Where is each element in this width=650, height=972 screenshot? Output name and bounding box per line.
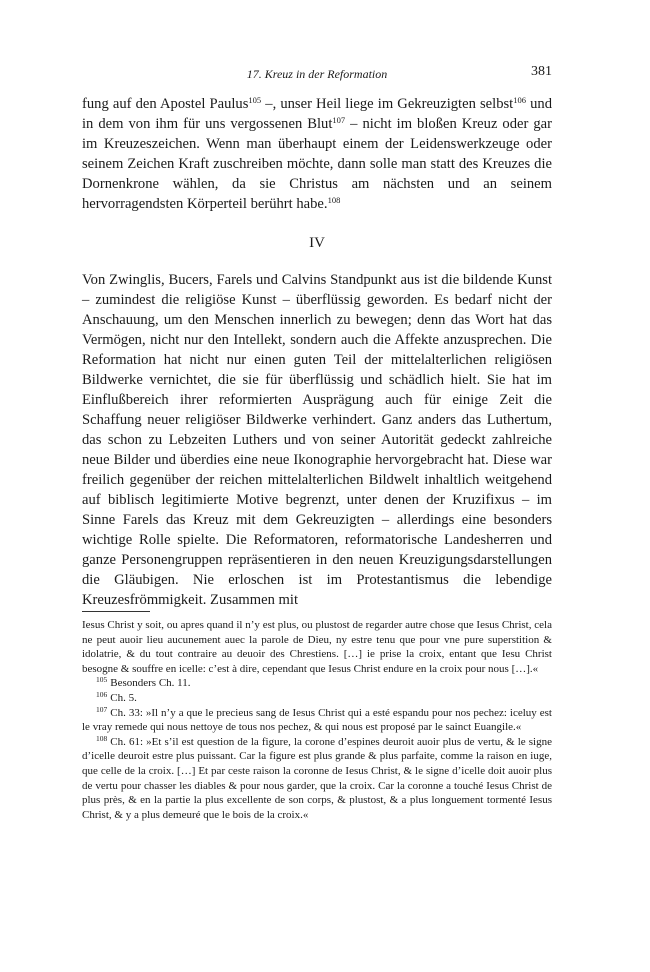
footnote-105 — [82, 676, 552, 691]
footnote-107 — [82, 706, 552, 735]
footnotes — [82, 618, 552, 822]
body-paragraph-2 — [82, 270, 552, 610]
footnote-number: 105 — [96, 675, 108, 685]
text-run: fung auf den Apostel Paulus — [82, 96, 249, 112]
footnote-number: 108 — [96, 733, 108, 743]
footnote-text: Besonders Ch. 11. — [110, 677, 191, 690]
footnote-ref[interactable]: 106 — [513, 95, 526, 105]
footnote-divider — [82, 611, 150, 612]
footnote-text: Ch. 61: »Et s’il est question de la figure, la corone d’espines deuroit auoir plus de vertu, & le signe d’icelle deuroit estre plus puissant. Car la figure est plus grande & plus parfaite, comme la raison en iuge, que celle de la croix. […] Et par ceste raison la coronne de Iesus Christ, & le signe d’icelle doit auoir plus de vertu pour chasser les diables & pour nous garder, que la croix. Car la coronne a touché Iesus Christ de plus près, & en la partie la plus excellente de son corps, & plustost, & a plus longuement tormenté Iesus Christ, & y a plus demeuré que le bois de la croix.« — [82, 735, 552, 821]
footnote-ref[interactable]: 108 — [327, 195, 341, 205]
footnote-continuation: Iesus Christ y soit, ou apres quand il n’y est plus, ou plustost de regarder autre chose que Iesus Christ, cela ne peut auoir lieu aucunement auec la parole de Dieu, ny estre tenu que pour vne pure superstition & idolatrie, & du tout contraire au deuoir des Chrestiens. […] ie prise la croix, entant que Iesu Christ besogne & souffre en icelle: c’est à dire, cependant que Iesus Christ endure en la croix pour nous […].« — [82, 619, 552, 675]
text-run: – nicht im bloßen Kreuz oder gar im Kreuzeszeichen. Wenn man überhaupt einem der Leidenswerkzeuge oder seinem Zeichen Kraft zuschreiben möchte, dann solle man statt des Kreuzes die Dornenkrone wählen, da sie Christus am nächsten und an seinem hervorragendsten Körperteil berührt habe. — [82, 116, 552, 212]
footnote-ref[interactable]: 105 — [248, 95, 262, 105]
running-title: 17. Kreuz in der Reformation — [246, 67, 388, 81]
footnote-ref[interactable]: 107 — [332, 115, 346, 125]
page-number: 381 — [531, 64, 552, 79]
section-heading: IV — [309, 235, 325, 251]
footnote-number: 107 — [96, 704, 108, 714]
footnote-number: 106 — [96, 689, 108, 699]
text-run: –, unser Heil liege im Gekreuzigten selbst — [261, 96, 514, 112]
footnote-text: Ch. 5. — [110, 691, 137, 704]
paragraph-text: Von Zwinglis, Bucers, Farels und Calvins Standpunkt aus ist die bildende Kunst – zumindest die religiöse Kunst – überflüssig geworden. Es bedarf nicht der Anschauung, um den Menschen innerlich zu bewegen; denn das Wort hat das Vermögen, nicht nur den Intellekt, sondern auch die Affekte anzusprechen. Die Reformation hat nicht nur einen guten Teil der mittelalterlichen religiösen Bildwerke vernichtet, die sie für überflüssig und schädlich hielt. Sie hat im Einflußbereich ihrer reformierten Ausprägung auch für einige Zeit die Schaffung neuer religiöser Bildwerke verhindert. Ganz anders das Luthertum, das schon zu Lebzeiten Luthers und von seiner Autorität gedeckt zahlreiche neue Bilder und überdies eine neue Ikonographie hervorgebracht hat. Diese war freilich gegenüber der reichen mittelalterlichen Bildwelt inhaltlich weitgehend auf biblisch legitimierte Motive begrenzt, unter denen der Kruzifixus – im Sinne Farels das Kreuz mit dem Gekreuzigten – allerdings eine besonders wichtige Rolle spielte. Die Reformatoren, reformatorische Landesherren und ganze Personengruppen repräsentieren in den neuen Kreuzigungsdarstellungen die Gläubigen. Nie erloschen ist im Protestantismus die lebendige Kreuzesfrömmigkeit. Zusammen mit — [82, 272, 552, 608]
text-run: und in dem von ihm für uns vergossenen Blut — [82, 96, 552, 132]
footnote-108 — [82, 735, 552, 823]
body-paragraph-1 — [82, 94, 552, 214]
footnote-106 — [82, 691, 552, 706]
footnote-text: Ch. 33: »Il n’y a que le precieus sang de Iesus Christ qui a esté espandu pour nos pechez: iceluy est le vray remede qui nous nettoye de tous nos pechez, & qui nous est proposé par le sainct Euangile.« — [82, 706, 552, 734]
